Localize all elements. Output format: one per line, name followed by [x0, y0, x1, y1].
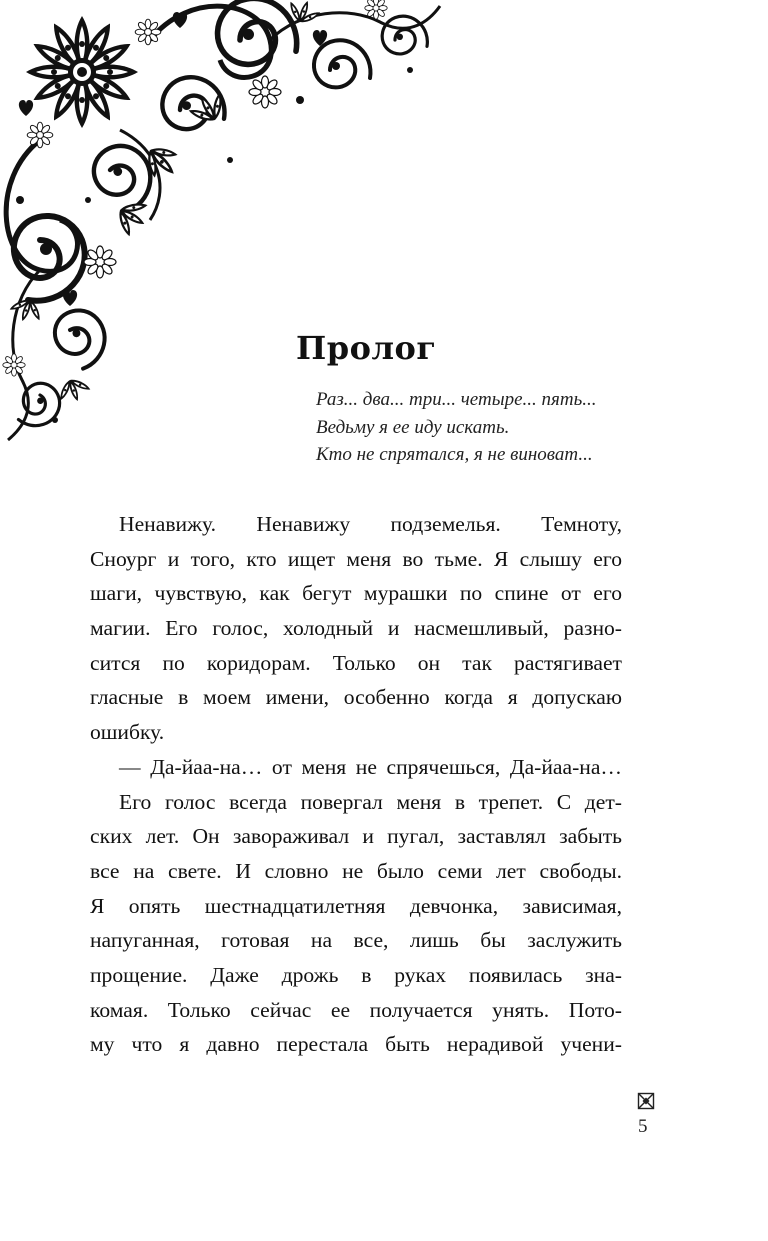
text-line: ошибку.	[90, 720, 165, 745]
text-line: напуганная, готовая на все, лишь бы заслужить	[90, 928, 622, 953]
chapter-body	[90, 507, 622, 1062]
text-line: Сноург и того, кто ищет меня во тьме. Я слышу его	[90, 546, 622, 571]
text-line: все на свете. И словно не было семи лет свободы.	[90, 858, 622, 883]
text-line: ских лет. Он завораживал и пугал, заставлял забыть	[90, 824, 622, 849]
text-line: магии. Его голос, холодный и насмешливый, разно-	[90, 616, 622, 641]
text-line: гласные в моем имени, особенно когда я допускаю	[90, 685, 622, 710]
text-line: комая. Только сейчас ее получается унять. Пото-	[90, 997, 622, 1022]
text-line: шаги, чувствую, как бегут мурашки по спине от его	[90, 581, 622, 606]
epigraph-line: Ведьму я ее иду искать.	[316, 416, 510, 438]
chapter-title: Пролог	[296, 329, 437, 367]
text-line: Ненавижу. Ненавижу подземелья. Темноту,	[119, 512, 622, 536]
text-line: сится по коридорам. Только он так растягивает	[90, 650, 622, 675]
text-line: Я опять шестнадцатилетняя девчонка, зависимая,	[90, 893, 622, 918]
epigraph-line: Кто не спрятался, я не виноват...	[316, 444, 593, 465]
floral-corner-ornament-icon	[0, 0, 450, 445]
text-line: му что я давно перестала быть нерадивой учени-	[90, 1032, 622, 1057]
page-number: 5	[638, 1116, 648, 1137]
ornament-cross-icon	[637, 1092, 655, 1110]
epigraph-line: Раз... два... три... четыре... пять...	[316, 389, 597, 410]
epigraph	[316, 386, 596, 469]
text-line: Его голос всегда повергал меня в трепет. С дет-	[119, 789, 622, 814]
text-line: прощение. Даже дрожь в руках появилась зна-	[90, 962, 622, 987]
dialogue-line: — Да-йаа-на… от меня не спрячешься, Да-йаа-на…	[119, 754, 622, 779]
